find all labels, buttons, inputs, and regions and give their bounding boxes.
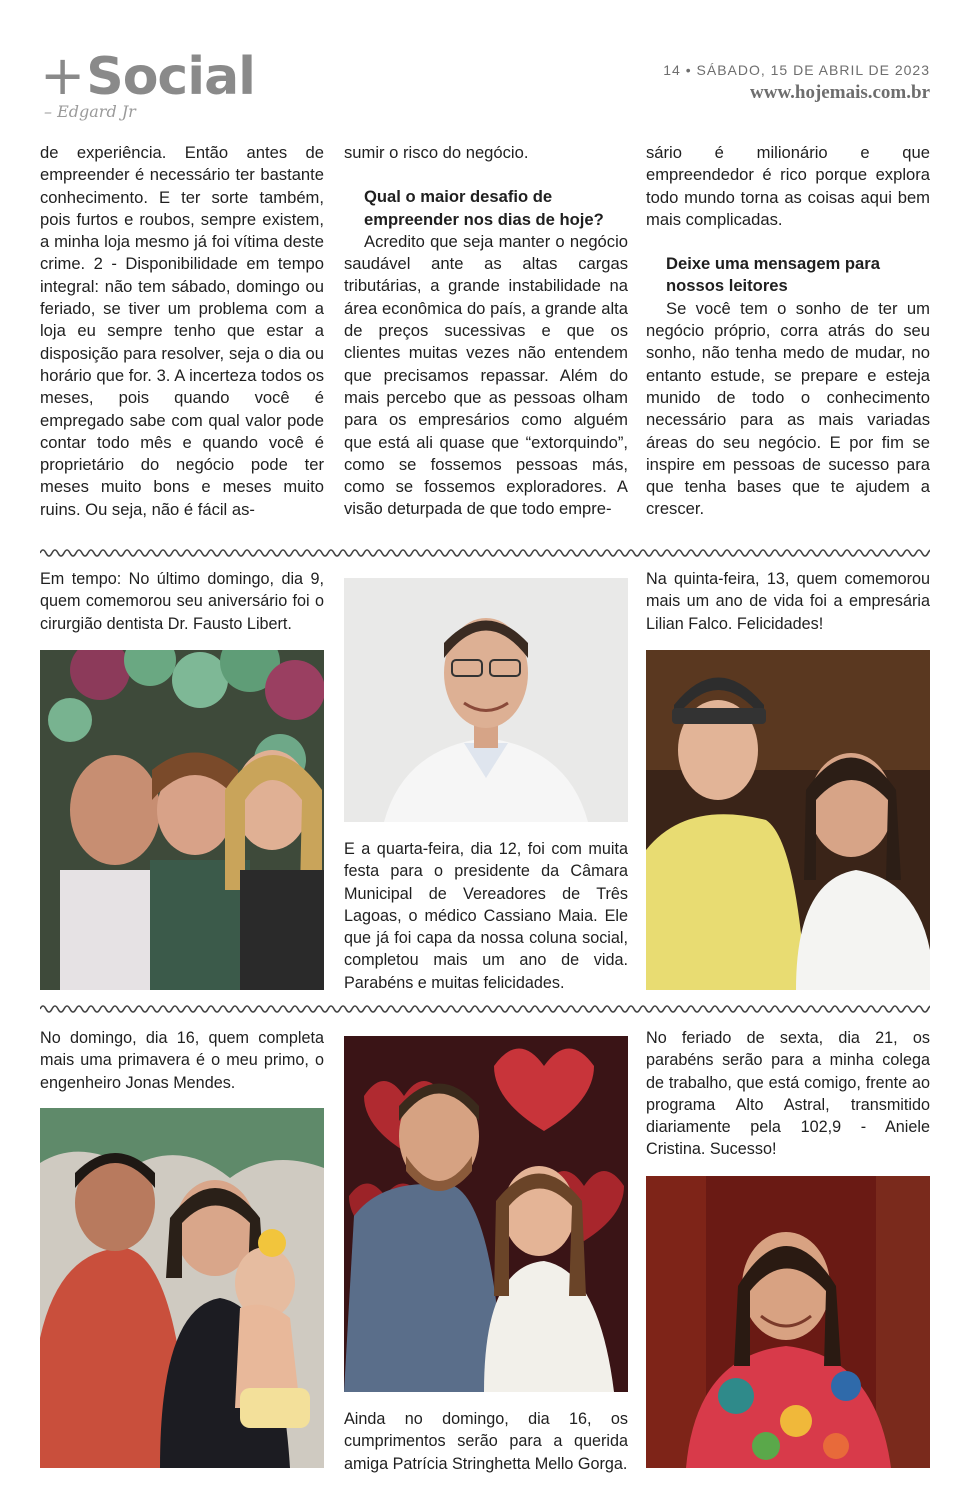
- article-column-3: [646, 142, 930, 521]
- interview-question: Qual o maior desafio de empreender nos dias de hoje?: [364, 187, 604, 229]
- wavy-divider: [40, 1002, 930, 1016]
- columnist-signature: – Edgard Jr: [44, 102, 136, 121]
- article-paragraph: sumir o risco do negócio.: [344, 143, 529, 162]
- logo-text: Social: [86, 47, 255, 107]
- photo-lilian-falco: [646, 650, 930, 990]
- caption-fausto: Em tempo: No último domingo, dia 9, quem comemorou seu aniversário foi o cirurgião dentista Dr. Fausto Libert.: [40, 570, 324, 633]
- photo-jonas-mendes: [40, 1108, 324, 1468]
- article-paragraph: sário é milionário e que empreendedor é rico porque explora todo mundo torna as coisas aqui bem mais complicadas.: [646, 143, 930, 229]
- article-column-2: [344, 142, 628, 521]
- interview-answer: Se você tem o sonho de ter um negócio próprio, corra atrás do seu sonho, não tenha medo de mudar, no entanto estude, se prepare e esteja munido de todo o conhecimento necessário para as mais variadas áreas do seu negócio. E por fim se inspire em pessoas de sucesso para que tenha bases que te ajudem a crescer.: [646, 298, 930, 519]
- caption-jonas: No domingo, dia 16, quem completa mais uma primavera é o meu primo, o engenheiro Jonas Mendes.: [40, 1029, 324, 1092]
- article-paragraph: de experiência. Então antes de empreender é necessário ter bastante conhecimento. E ter sorte também, pois furtos e roubos, sempre existem, a minha loja mesmo já foi vítima deste crime. 2 - Disponibilidade em tempo integral: não tem sábado, domingo ou feriado, se tiver um problema com a loja eu sempre tenho que estar a disposição para resolver, seja o dia ou horário que for. 3. A incerteza todos os meses, pois quando você é empregado sabe com qual valor pode contar todo mês e quando você é proprietário do negócio pode ter meses muito bons e meses muito ruins. Ou seja, não é fácil as-: [40, 143, 324, 519]
- caption-aniele: No feriado de sexta, dia 21, os parabéns serão para a minha colega de trabalho, que está comigo, frente ao programa Alto Astral, transmitido diariamente pela 102,9 - Aniele Cristina. Sucesso!: [646, 1029, 930, 1159]
- interview-question: Deixe uma mensagem para nossos leitores: [666, 254, 880, 296]
- site-url[interactable]: www.hojemais.com.br: [750, 82, 930, 103]
- photo-patricia-gorga: [344, 1036, 628, 1392]
- caption-cassiano: E a quarta-feira, dia 12, foi com muita festa para o presidente da Câmara Municipal de Vereadores de Três Lagoas, o médico Cassiano Maia. Ele que já foi capa da nossa coluna social, completou mais um ano de vida. Parabéns e muitas felicidades.: [344, 840, 628, 992]
- caption-lilian: Na quinta-feira, 13, quem comemorou mais um ano de vida foi a empresária Lilian Falco. Felicidades!: [646, 570, 930, 633]
- masthead: [40, 46, 930, 146]
- article-column-1: [40, 142, 324, 521]
- logo-plus: +: [40, 44, 85, 107]
- photo-cassiano-maia: [344, 578, 628, 822]
- page-dateline: 14 • SÁBADO, 15 DE ABRIL DE 2023: [663, 62, 930, 78]
- interview-answer: Acredito que seja manter o negócio saudável ante as altas cargas tributárias, a grande instabilidade na área econômica do país, a grande alta de preços sucessivas e que os clientes muitas vezes não entendem que precisamos repassar. Além do mais percebo que as pessoas olham para os empresários como alguém que está ali quase que “extorquindo”, como se fossemos pessoas más, como se fossemos exploradores. A visão deturpada de que todo empre-: [344, 231, 628, 519]
- caption-patricia: Ainda no domingo, dia 16, os cumprimentos serão para a querida amiga Patrícia Stringhetta Mello Gorga.: [344, 1410, 628, 1473]
- photo-fausto-family: [40, 650, 324, 990]
- photo-aniele-cristina: [646, 1176, 930, 1468]
- section-logo: [40, 46, 255, 107]
- wavy-divider: [40, 546, 930, 560]
